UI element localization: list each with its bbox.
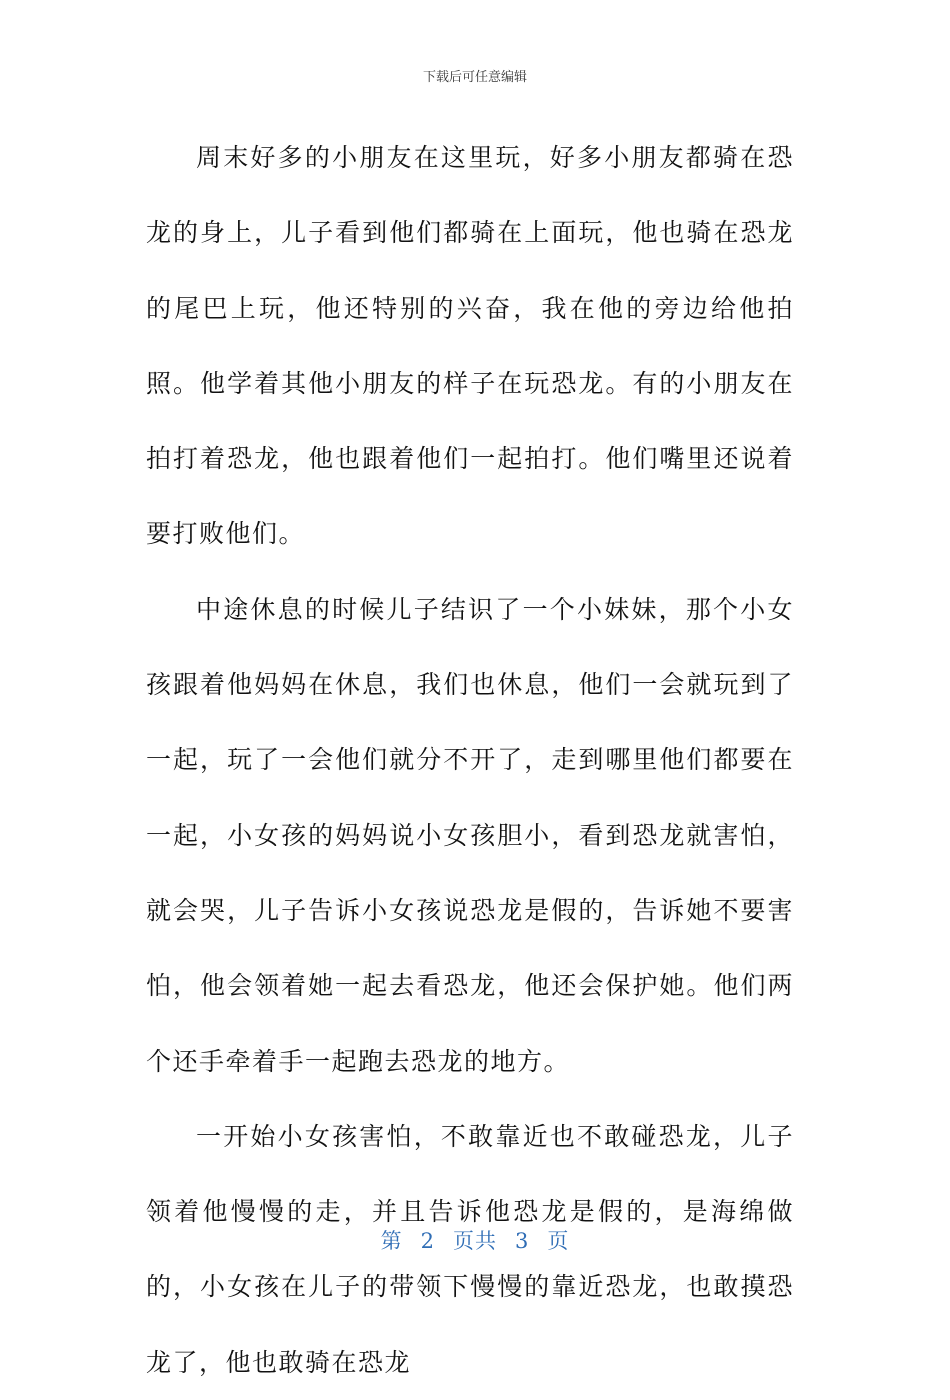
footer-middle: 页共 — [453, 1229, 497, 1253]
footer-total-pages: 3 — [515, 1229, 530, 1253]
paragraph-2: 中途休息的时候儿子结识了一个小妹妹，那个小女孩跟着他妈妈在休息，我们也休息，他们一会就玩到了一起，玩了一会他们就分不开了，走到哪里他们都要在一起，小女孩的妈妈说小女孩胆小，看到恐龙就害怕，就会哭，儿子告诉小女孩说恐龙是假的，告诉她不要害怕，他会领着她一起去看恐龙，他还会保护她。他们两个还手牵着手一起跑去恐龙的地方。 — [146, 594, 794, 1076]
header-note: 下载后可任意编辑 — [422, 70, 527, 85]
paragraph-1: 周末好多的小朋友在这里玩，好多小朋友都骑在恐龙的身上，儿子看到他们都骑在上面玩，他也骑在恐龙的尾巴上玩，他还特别的兴奋，我在他的旁边给他拍照。他学着其他小朋友的样子在玩恐龙。有的小朋友在拍打着恐龙，他也跟着他们一起拍打。他们嘴里还说着要打败他们。 — [146, 143, 794, 549]
body-text — [146, 120, 794, 1400]
footer-current-page: 2 — [420, 1229, 435, 1253]
footer-prefix: 第 — [380, 1229, 403, 1253]
footer-suffix: 页 — [547, 1229, 570, 1253]
page-footer — [0, 1225, 950, 1255]
paragraph-3: 一开始小女孩害怕，不敢靠近也不敢碰恐龙，儿子领着他慢慢的走，并且告诉他恐龙是假的，是海绵做的，小女孩在儿子的带领下慢慢的靠近恐龙，也敢摸恐龙了，他也敢骑在恐龙 — [146, 1121, 794, 1377]
